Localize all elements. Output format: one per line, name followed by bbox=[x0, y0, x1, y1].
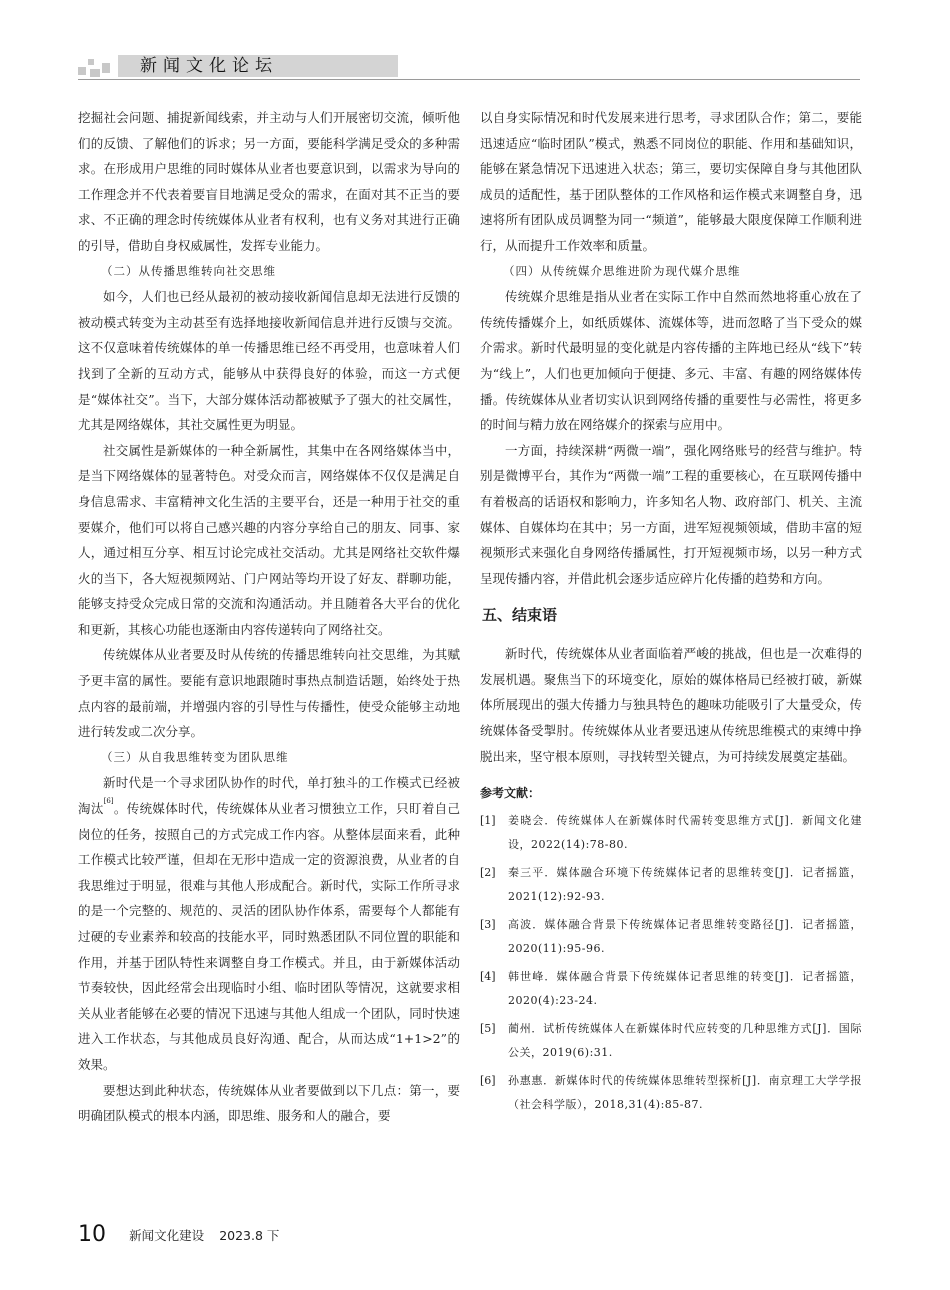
reference-number: [2] bbox=[480, 866, 496, 880]
paragraph: 要想达到此种状态，传统媒体从业者要做到以下几点：第一，要明确团队模式的根本内涵，即思维、服务和人的融合，要 bbox=[78, 1082, 460, 1124]
paragraph-text: 新时代是一个寻求团队协作的时代，单打独斗的工作模式已经被淘汰 bbox=[78, 775, 460, 817]
reference-item bbox=[480, 1017, 862, 1065]
reference-text: 秦三平．媒体融合环境下传统媒体记者的思维转变[J]．记者摇篮，2021(12):92-93. bbox=[508, 866, 862, 904]
reference-item bbox=[480, 965, 862, 1013]
reference-text: 蔺州．试析传统媒体人在新媒体时代应转变的几种思维方式[J]．国际公关，2019(6):31. bbox=[508, 1022, 862, 1060]
paragraph: 传统媒介思维是指从业者在实际工作中自然而然地将重心放在了传统传播媒介上，如纸质媒体、流媒体等，进而忽略了当下受众的媒介需求。新时代最明显的变化就是内容传播的主阵地已经从“线下”转为“线上”，人们也更加倾向于便捷、多元、丰富、有趣的网络媒体传播。传统媒体从业者切实认识到网络传播的重要性与必需性，将更多的时间与精力放在网络媒介的探索与应用中。 bbox=[480, 289, 862, 433]
reference-text: 孙惠惠．新媒体时代的传统媒体思维转型探析[J]．南京理工大学学报（社会科学版），2018,31(4):85-87. bbox=[508, 1074, 862, 1112]
citation-mark: [6] bbox=[103, 797, 114, 806]
journal-name: 新闻文化建设 bbox=[129, 1227, 205, 1243]
header-rule bbox=[78, 79, 860, 80]
header-decoration bbox=[78, 55, 112, 81]
reference-text: 韩世峰．媒体融合背景下传统媒体记者思维的转变[J]．记者摇篮，2020(4):23-24. bbox=[508, 970, 862, 1008]
right-column bbox=[480, 105, 862, 1121]
page-header bbox=[78, 55, 860, 81]
paragraph: 挖掘社会问题、捕捉新闻线索，并主动与人们开展密切交流，倾听他们的反馈、了解他们的诉求；另一方面，要能科学满足受众的多种需求。在形成用户思维的同时媒体从业者也要意识到，以需求为导向的工作理念并不代表着要盲目地满足受众的需求，在面对其不正当的要求、不正确的理念时传统媒体从业者有权利，也有义务对其进行正确的引导，借助自身权威属性，发挥专业能力。 bbox=[78, 110, 460, 253]
left-column bbox=[78, 105, 460, 1129]
reference-text: 高波．媒体融合背景下传统媒体记者思维转变路径[J]．记者摇篮，2020(11):95-96. bbox=[508, 918, 862, 956]
paragraph: 一方面，持续深耕“两微一端”，强化网络账号的经营与维护。特别是微博平台，其作为“两微一端”工程的重要核心，在互联网传播中有着极高的话语权和影响力，许多知名人物、政府部门、机关、主流媒体、自媒体均在其中；另一方面，进军短视频领域，借助丰富的短视频形式来强化自身网络传播属性，打开短视频市场，以另一种方式呈现传播内容，并借此机会逐步适应碎片化传播的趋势和方向。 bbox=[480, 442, 862, 586]
reference-item bbox=[480, 861, 862, 909]
section-title: 新闻文化论坛 bbox=[140, 56, 278, 76]
reference-text: 姜晓会．传统媒体人在新媒体时代需转变思维方式[J]．新闻文化建设，2022(14):78-80. bbox=[508, 814, 862, 852]
paragraph: 社交属性是新媒体的一种全新属性，其集中在各网络媒体当中，是当下网络媒体的显著特色。对受众而言，网络媒体不仅仅是满足自身信息需求、丰富精神文化生活的主要平台，还是一种用于社交的重要媒介，他们可以将自己感兴趣的内容分享给自己的朋友、同事、家人，通过相互分享、相互讨论完成社交活动。尤其是网络社交软件爆火的当下，各大短视频网站、门户网站等均开设了好友、群聊功能，能够支持受众完成日常的交流和沟通活动。并且随着各大平台的优化和更新，其核心功能也逐渐由内容传递转向了网络社交。 bbox=[78, 442, 460, 637]
subheading: （三）从自我思维转变为团队思维 bbox=[101, 749, 289, 764]
references-title: 参考文献： bbox=[480, 786, 541, 801]
paragraph-text: 。传统媒体时代，传统媒体从业者习惯独立工作，只盯着自己岗位的任务，按照自己的方式完成工作内容。从整体层面来看，此种工作模式比较严谨，但却在无形中造成一定的资源浪费，从业者的自我思维过于明显，很难与其他人形成配合。新时代，实际工作所寻求的是一个完整的、规范的、灵活的团队协作体系，需要每个人都能有过硬的专业素养和较高的技能水平，同时熟悉团队不同位置的职能和作用，并基于团队特性来调整自身工作模式。并且，由于新媒体活动节奏较快，因此经常会出现临时小组、临时团队等情况，这就要求相关从业者能够在必要的情况下迅速与其他人组成一个团队，同时快速进入工作状态，与其他成员良好沟通、配合，从而达成“1+1>2”的效果。 bbox=[78, 801, 460, 1072]
reference-number: [5] bbox=[480, 1022, 496, 1036]
paragraph: 以自身实际情况和时代发展来进行思考，寻求团队合作；第二，要能迅速适应“临时团队”模式，熟悉不同岗位的职能、作用和基础知识，能够在紧急情况下迅速进入状态；第三，要切实保障自身与其他团队成员的适配性，基于团队整体的工作风格和运作模式来调整自身，迅速将所有团队成员调整为同一“频道”，能够最大限度保障工作顺利进行，从而提升工作效率和质量。 bbox=[480, 110, 862, 253]
paragraph: 如今，人们也已经从最初的被动接收新闻信息却无法进行反馈的被动模式转变为主动甚至有选择地接收新闻信息并进行反馈与交流。这不仅意味着传统媒体的单一传播思维已经不再受用，也意味着人们找到了全新的互动方式，能够从中获得良好的体验，而这一方式便是“媒体社交”。当下，大部分媒体活动都被赋予了强大的社交属性，尤其是网络媒体，其社交属性更为明显。 bbox=[78, 289, 460, 433]
section-heading: 五、结束语 bbox=[482, 606, 558, 625]
reference-number: [3] bbox=[480, 918, 496, 932]
reference-number: [1] bbox=[480, 814, 496, 828]
reference-item bbox=[480, 809, 862, 857]
subheading: （二）从传播思维转向社交思维 bbox=[101, 263, 276, 278]
reference-item bbox=[480, 913, 862, 961]
paragraph: 新时代，传统媒体从业者面临着严峻的挑战，但也是一次难得的发展机遇。聚焦当下的环境变化，原始的媒体格局已经被打破，新媒体所展现出的强大传播力与独具特色的趣味功能吸引了大量受众，传统媒体备受掣肘。传统媒体从业者要迅速从传统思维模式的束缚中挣脱出来，坚守根本原则，寻找转型关键点，为可持续发展奠定基础。 bbox=[480, 646, 862, 764]
reference-number: [4] bbox=[480, 970, 496, 984]
reference-list bbox=[480, 809, 862, 1117]
issue-label: 2023.8 下 bbox=[219, 1227, 280, 1243]
reference-number: [6] bbox=[480, 1074, 496, 1088]
subheading: （四）从传统媒介思维进阶为现代媒介思维 bbox=[503, 263, 741, 278]
reference-item bbox=[480, 1069, 862, 1117]
page-number: 10 bbox=[78, 1222, 106, 1247]
page-footer bbox=[78, 1222, 279, 1252]
paragraph: 传统媒体从业者要及时从传统的传播思维转向社交思维，为其赋予更丰富的属性。要能有意识地跟随时事热点制造话题，始终处于热点内容的最前端，并增强内容的引导性与传播性，使受众能够主动地进行转发或二次分享。 bbox=[78, 647, 460, 740]
paragraph bbox=[78, 770, 460, 1077]
